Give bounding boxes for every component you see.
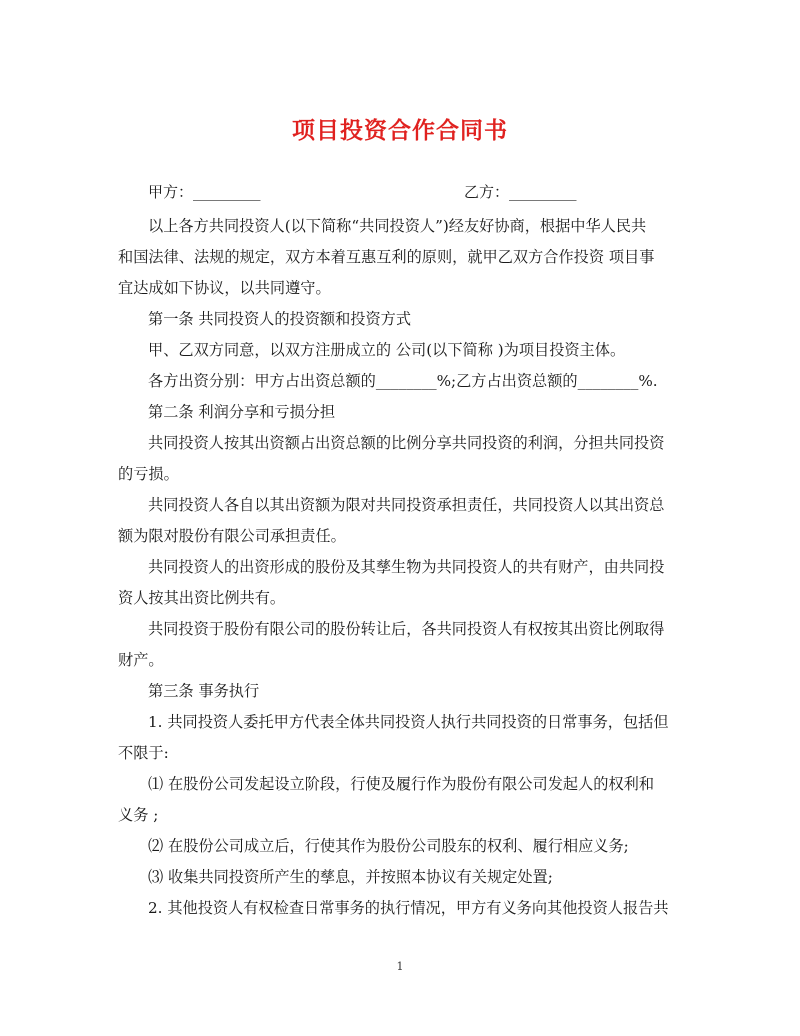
paragraph-line: 宜达成如下协议，以共同遵守。	[118, 279, 331, 297]
section-heading: 第二条 利润分享和亏损分担	[148, 403, 336, 421]
paragraph-line: 共同投资人的出资形成的股份及其孳生物为共同投资人的共有财产，由共同投	[148, 558, 665, 576]
paragraph-line: 2. 其他投资人有权检查日常事务的执行情况，甲方有义务向其他投资人报告共	[148, 899, 669, 917]
party-a-label: 甲方：_________	[148, 183, 261, 201]
paragraph-line: 共同投资人各自以其出资额为限对共同投资承担责任，共同投资人以其出资总	[148, 496, 665, 514]
paragraph-line: 以上各方共同投资人(以下简称“共同投资人”)经友好协商，根据中华人民共	[148, 217, 647, 235]
list-item: 义务 ;	[118, 806, 159, 824]
section-heading: 第一条 共同投资人的投资额和投资方式	[148, 310, 412, 328]
document-title: 项目投资合作合同书	[292, 117, 508, 144]
section-heading: 第三条 事务执行	[148, 682, 260, 700]
party-line	[148, 181, 668, 202]
paragraph-line: 共同投资于股份有限公司的股份转让后，各共同投资人有权按其出资比例取得	[148, 620, 665, 638]
paragraph-line: 的亏损。	[118, 465, 179, 483]
paragraph-line: 和国法律、法规的规定，双方本着互惠互利的原则，就甲乙双方合作投资 项目事	[118, 248, 655, 266]
party-b-label: 乙方：_________	[464, 183, 577, 201]
list-item: ⑶ 收集共同投资所产生的孳息，并按照本协议有关规定处置;	[148, 868, 553, 886]
paragraph-line: 甲、乙双方同意，以双方注册成立的 公司(以下简称 )为项目投资主体。	[148, 341, 626, 359]
paragraph-line: 不限于:	[118, 744, 169, 762]
paragraph-line: 资人按其出资比例共有。	[118, 589, 286, 607]
list-item: ⑵ 在股份公司成立后，行使其作为股份公司股东的权利、履行相应义务;	[148, 837, 629, 855]
paragraph-line: 额为限对股份有限公司承担责任。	[118, 527, 346, 545]
paragraph-line: 共同投资人按其出资额占出资总额的比例分享共同投资的利润，分担共同投资	[148, 434, 665, 452]
paragraph-line: 1. 共同投资人委托甲方代表全体共同投资人执行共同投资的日常事务，包括但	[148, 713, 669, 731]
list-item: ⑴ 在股份公司发起设立阶段，行使及履行作为股份有限公司发起人的权利和	[148, 775, 655, 793]
page-number: 1	[396, 960, 404, 973]
paragraph-line: 各方出资分别：甲方占出资总额的________%;乙方占出资总额的________%.	[148, 372, 658, 390]
paragraph-line: 财产。	[118, 651, 164, 669]
